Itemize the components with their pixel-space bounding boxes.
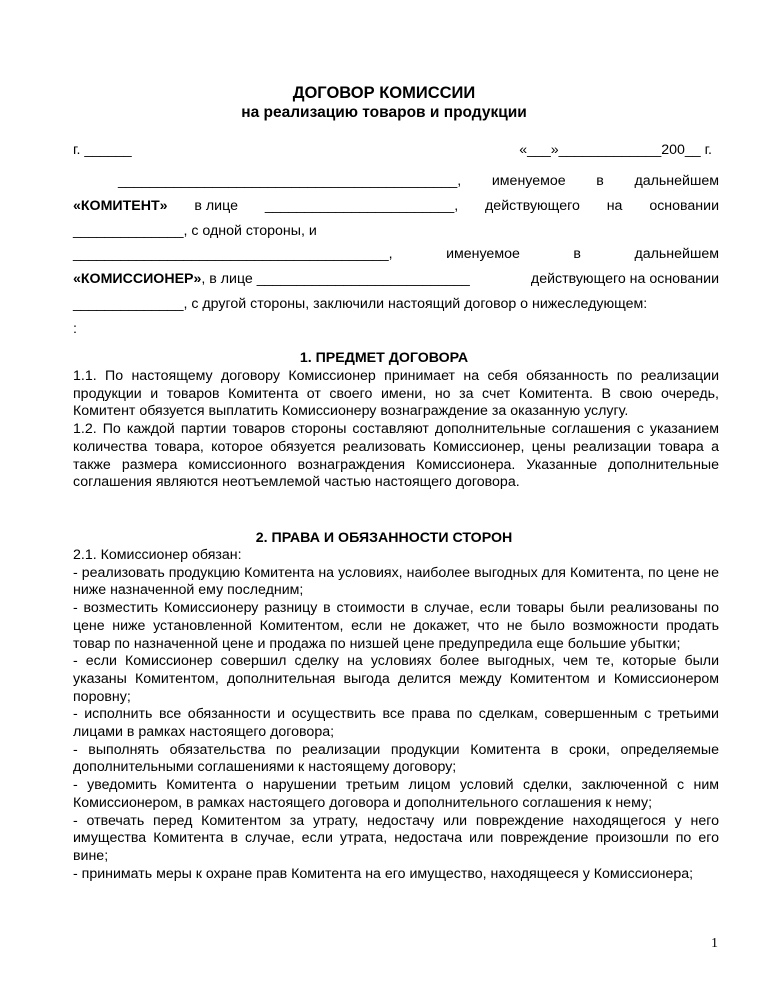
party2-acting: действующего на основании xyxy=(530,271,719,287)
city-field: г. ______ xyxy=(73,142,132,158)
word-on: на xyxy=(606,198,623,214)
word-basis: основании xyxy=(649,198,719,214)
obligation-item: - выполнять обязательства по реализации продукции Комитента в сроки, определяемые дополнительными соглашениями к настоящему договору; xyxy=(73,741,719,776)
party2-line2 xyxy=(73,270,719,288)
party2-line1 xyxy=(73,245,719,263)
word-named-2: именуемое xyxy=(446,246,520,262)
clause-1-2: 1.2. По каждой партии товаров стороны составляют дополнительные соглашения с указанием количества товара, которое обязуется реализовать Комиссионер, цены реализации товара а также размера комиссионного вознаграждения Комиссионера. Указанные дополнительные соглашения являются неотъемлемой частью настоящего договора. xyxy=(73,421,719,491)
party1-in-person: в лице xyxy=(194,198,238,214)
party1-line1 xyxy=(118,172,719,190)
section1-body xyxy=(73,368,719,492)
section2-body xyxy=(73,547,719,883)
obligation-item: - возместить Комиссионеру разницу в стоимости в случае, если товары были реализованы по цене ниже установленной Комитентом, если не докажет, что не было возможности продать товар по назначенной цене и продажа по низшей цене предупредила еще большие убытки; xyxy=(73,600,719,652)
word-in-2: в xyxy=(573,246,581,262)
party1-basis: ______________, с одной стороны, и xyxy=(73,223,317,239)
party1-name-blank: ___________________________________________, xyxy=(118,173,462,189)
party2-basis: ______________, с другой стороны, заключили настоящий договор о нижеследующем: xyxy=(73,296,648,312)
document-subtitle: на реализацию товаров и продукции xyxy=(241,104,527,121)
party2-in-person: , в лице ___________________________ xyxy=(201,271,470,287)
word-in: в xyxy=(596,173,604,189)
section2-heading: 2. ПРАВА И ОБЯЗАННОСТИ СТОРОН xyxy=(255,530,513,546)
obligation-item: - уведомить Комитента о нарушении третьим лицом условий сделки, заключенной с ним Комиссионером, в рамках настоящего договора и дополнительного соглашения к нему; xyxy=(73,777,719,811)
obligation-item: - реализовать продукцию Комитента на условиях, наиболее выгодных для Комитента, по цене не ниже назначенной ему последним; xyxy=(73,564,719,599)
date-field: «___»_____________200__ г. xyxy=(519,142,712,158)
party1-role: «КОМИТЕНТ» xyxy=(73,198,168,214)
word-further-2: дальнейшем xyxy=(634,246,719,262)
obligation-item: - исполнить все обязанности и осуществить все права по сделкам, совершенным с третьими лицами в рамках настоящего договора; xyxy=(73,706,719,741)
clause-2-1-intro: 2.1. Комиссионер обязан: xyxy=(73,547,242,563)
document-title: ДОГОВОР КОМИССИИ xyxy=(292,84,476,102)
page-number: 1 xyxy=(711,936,718,951)
party1-line2 xyxy=(73,197,719,215)
word-named: именуемое xyxy=(491,173,566,189)
section1-heading: 1. ПРЕДМЕТ ДОГОВОРА xyxy=(299,350,469,366)
party2-role: «КОМИССИОНЕР» xyxy=(73,271,202,287)
word-acting: действующего xyxy=(485,198,580,214)
word-further: дальнейшем xyxy=(634,173,719,189)
obligation-item: - если Комиссионер совершил сделку на условиях более выгодных, чем те, которые были указаны Комитентом, дополнительная выгода делится между Комитентом и Комиссионером поровну; xyxy=(73,653,719,705)
party1-person-blank: ________________________, xyxy=(264,198,459,214)
obligation-item: - отвечать перед Комитентом за утрату, недостачу или повреждение находящегося у него имущества Комитента в случае, если утрата, недостача или повреждение произошли по его вине; xyxy=(73,812,719,864)
clause-1-1: 1.1. По настоящему договору Комиссионер принимает на себя обязанность по реализации продукции и товаров Комитента от своего имени, но за счет Комитента. В свою очередь, Комитент обязуется выплатить Комиссионеру вознаграждение за оказанную услугу. xyxy=(73,368,719,420)
stray-colon: : xyxy=(73,321,77,337)
party2-name-blank: ________________________________________, xyxy=(73,246,393,262)
obligation-item: - принимать меры к охране прав Комитента на его имущество, находящееся у Комиссионера; xyxy=(73,865,694,882)
